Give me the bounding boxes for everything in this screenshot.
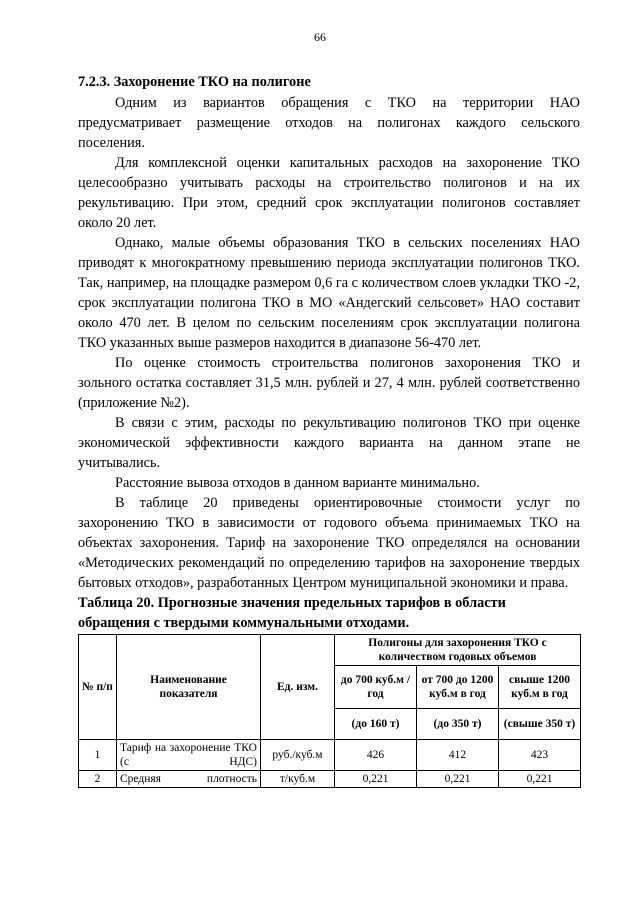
row-2-value-2: 0,221 bbox=[417, 771, 499, 788]
row-2-name: Средняя плотность bbox=[117, 771, 261, 788]
page-content bbox=[78, 72, 580, 788]
header-num: № п/п bbox=[79, 635, 117, 740]
page-number: 66 bbox=[314, 30, 326, 44]
paragraph-6: Расстояние вывоза отходов в данном варианте минимально. bbox=[115, 475, 480, 491]
row-1-unit: руб./куб.м bbox=[261, 740, 335, 771]
table-row bbox=[79, 740, 581, 771]
paragraph-1: Одним из вариантов обращения с ТКО на территории НАО предусматривает размещение отходов на полигонах каждого сельского поселения. bbox=[78, 95, 580, 151]
row-1-name: Тариф на захоронение ТКО (с НДС) bbox=[117, 740, 261, 771]
tariff-table bbox=[78, 634, 581, 788]
paragraph-4: По оценке стоимость строительства полигонов захоронения ТКО и зольного остатка составляет 31,5 млн. рублей и 27, 4 млн. рублей соответственно (приложение №2). bbox=[78, 355, 580, 411]
paragraph-5: В связи с этим, расходы по рекультивацию полигонов ТКО при оценке экономической эффективности каждого варианта на данном этапе не учитывались. bbox=[78, 415, 580, 471]
row-2-unit: т/куб.м bbox=[261, 771, 335, 788]
row-2-num: 2 bbox=[79, 771, 117, 788]
header-name: Наименование показателя bbox=[117, 635, 261, 740]
row-2-value-1: 0,221 bbox=[335, 771, 417, 788]
section-heading: 7.2.3. Захоронение ТКО на полигоне bbox=[78, 74, 311, 90]
paragraph-7: В таблице 20 приведены ориентировочные стоимости услуг по захоронению ТКО в зависимости от годового объема принимаемых ТКО на объектах захоронения. Тариф на захоронение ТКО определялся на основании «Методических рекомендаций по определению тарифов на захоронение твердых бытовых отходов», разработанных Центром муниципальной экономики и права. bbox=[78, 495, 580, 591]
row-1-num: 1 bbox=[79, 740, 117, 771]
table-row bbox=[79, 771, 581, 788]
row-1-value-3: 423 bbox=[499, 740, 581, 771]
header-col-2: от 700 до 1200 куб.м в год bbox=[417, 666, 499, 709]
table-caption: Таблица 20. Прогнозные значения предельных тарифов в области обращения с твердыми коммунальными отходами. bbox=[78, 595, 506, 631]
row-2-value-3: 0,221 bbox=[499, 771, 581, 788]
header-col-3: свыше 1200 куб.м в год bbox=[499, 666, 581, 709]
paragraph-2: Для комплексной оценки капитальных расходов на захоронение ТКО целесообразно учитывать расходы на строительство полигонов и на их рекультивацию. При этом, средний срок эксплуатации полигонов составляет около 20 лет. bbox=[78, 155, 580, 231]
header-subcol-2: (до 350 т) bbox=[417, 709, 499, 740]
header-col-1: до 700 куб.м /год bbox=[335, 666, 417, 709]
row-1-value-2: 412 bbox=[417, 740, 499, 771]
header-group: Полигоны для захоронения ТКО с количеством годовых объемов bbox=[335, 635, 581, 666]
header-subcol-3: (свыше 350 т) bbox=[499, 709, 581, 740]
header-subcol-1: (до 160 т) bbox=[335, 709, 417, 740]
table-header-row bbox=[79, 635, 581, 666]
row-1-value-1: 426 bbox=[335, 740, 417, 771]
paragraph-3: Однако, малые объемы образования ТКО в сельских поселениях НАО приводят к многократному превышению периода эксплуатации полигонов ТКО. Так, например, на площадке размером 0,6 га с количеством слоев укладки ТКО -2, срок эксплуатации полигона ТКО в МО «Андегский сельсовет» НАО составит около 470 лет. В целом по сельским поселениям срок эксплуатации полигона ТКО указанных выше размеров находится в диапазоне 56-470 лет. bbox=[78, 235, 580, 351]
header-unit: Ед. изм. bbox=[261, 635, 335, 740]
